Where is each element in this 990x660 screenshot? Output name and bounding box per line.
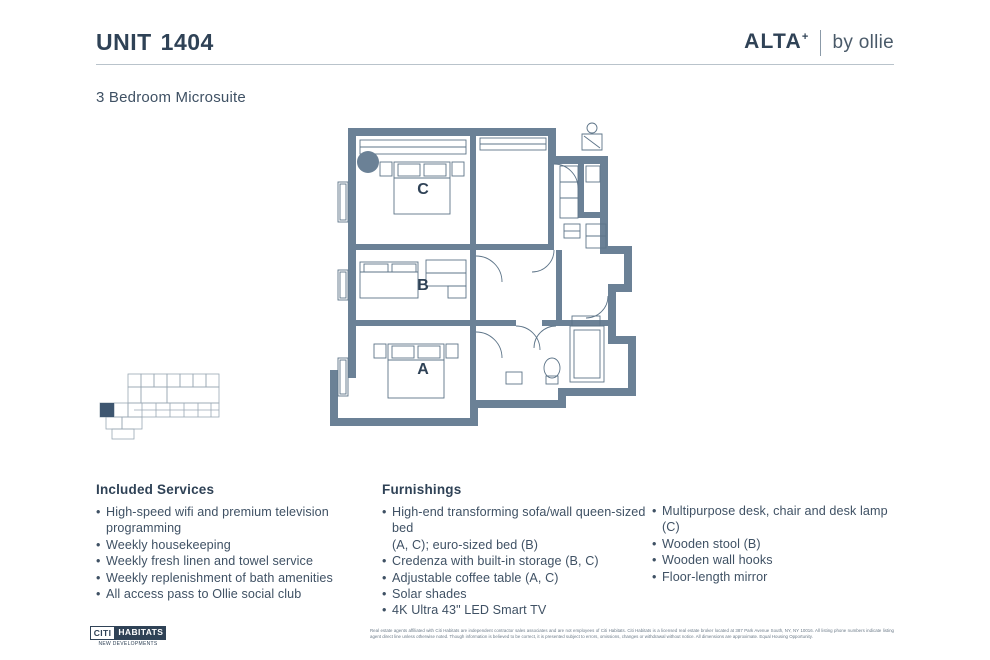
citi-habitats-logo [93,626,164,647]
room-label-a: A [417,361,429,378]
included-services-column [96,482,366,602]
legal-disclaimer: Real estate agents affiliated with Citi Habitats are independent contractor sales associates and are not employees of Citi Habitats. Citi Habitats is a licensed real estate broker located at 387 Park Avenue South, NY, NY 10016. All listing phone numbers indicate listing agent direct line unless otherwise noted. Though information is believed to be correct, it is presented subject to errors, omissions, changes or withdrawal without notice. All dimensions are approximate. Equal Housing Opportunity. [370,628,894,639]
furnishings-column-two [652,503,902,585]
brand-divider [820,30,821,56]
header-divider [96,64,894,65]
furnishings-column-one [382,482,647,619]
floorplan-drawing [320,120,670,440]
logo-citi-text: CITI [90,626,116,640]
list-item: • Multipurpose desk, chair and desk lamp (C) [652,503,902,536]
list-item: • Wooden stool (B) [652,536,902,552]
list-item: • Weekly replenishment of bath amenities [96,570,366,586]
list-item: • High-end transforming sofa/wall queen-sized bed [382,504,647,537]
list-item: • 4K Ultra 43" LED Smart TV [382,602,647,618]
floorplan-walls [330,128,636,426]
room-label-c: C [417,181,429,198]
logo-habitats-text: HABITATS [115,626,166,640]
page-header [96,28,894,68]
keyplan-diagram [92,368,232,446]
list-item: • Adjustable coffee table (A, C) [382,570,647,586]
logo-subtext: NEW DEVELOPMENTS [98,641,158,647]
included-services-heading: Included Services [96,482,215,497]
unit-number: 1404 [160,29,214,55]
furnishings-list-two [652,503,902,585]
list-item: • Credenza with built-in storage (B, C) [382,553,647,569]
list-item: programming [106,521,182,536]
list-item: • Weekly housekeeping [96,537,366,553]
list-item: • Weekly fresh linen and towel service [96,553,366,569]
keyplan-unit-highlight [100,403,114,417]
list-item: • Floor-length mirror [652,569,902,585]
brand-lockup [744,30,894,56]
list-item: • Solar shades [382,586,647,602]
included-services-list [96,504,366,602]
list-item: (A, C); euro-sized bed (B) [392,537,539,552]
furnishings-list-one [382,504,647,619]
list-item: • Wooden wall hooks [652,552,902,568]
list-item: • All access pass to Ollie social club [96,586,366,602]
brand-name-text: ALTA [744,30,802,53]
brand-plus: + [801,31,810,43]
furnishings-heading: Furnishings [382,482,462,497]
unit-label: UNIT [96,29,152,55]
floorplan-room-labels [417,181,429,378]
brand-by: by ollie [832,32,894,53]
brand-name [744,30,809,54]
room-label-b: B [417,277,429,294]
list-item: • High-speed wifi and premium television [96,504,366,520]
page-subtitle: 3 Bedroom Microsuite [96,89,246,106]
